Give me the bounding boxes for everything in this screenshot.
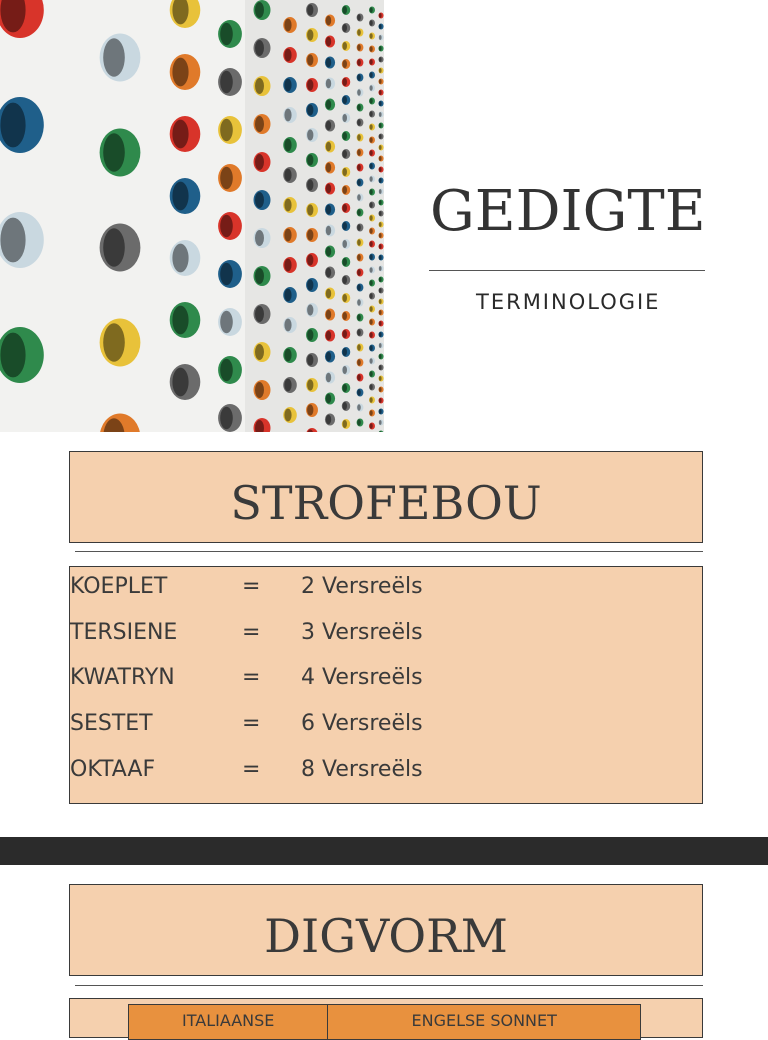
equals-sign: = bbox=[242, 711, 261, 736]
term-row-oktaaf bbox=[70, 759, 704, 805]
slide-separator bbox=[0, 837, 768, 865]
equals-sign: = bbox=[242, 620, 261, 645]
title-divider bbox=[429, 270, 705, 271]
equals-sign: = bbox=[242, 757, 261, 782]
column-header-italiaanse: ITALIAANSE bbox=[129, 1005, 328, 1040]
slide-title: GEDIGTE bbox=[430, 179, 706, 244]
equals-sign: = bbox=[242, 574, 261, 599]
slide-subtitle: TERMINOLOGIE bbox=[476, 290, 661, 314]
term-name: KWATRYN bbox=[70, 665, 175, 690]
column-header-engelse-sonnet: ENGELSE SONNET bbox=[328, 1005, 641, 1040]
term-row-kwatryn bbox=[70, 667, 704, 713]
term-value: 3 Versreëls bbox=[301, 620, 423, 645]
term-row-tersiene bbox=[70, 622, 704, 668]
term-name: SESTET bbox=[70, 711, 153, 736]
cover-photo bbox=[0, 0, 384, 432]
term-value: 8 Versreëls bbox=[301, 757, 423, 782]
digvorm-table bbox=[128, 1004, 641, 1040]
digvorm-heading: DIGVORM bbox=[264, 909, 508, 963]
term-name: TERSIENE bbox=[70, 620, 178, 645]
title-slide bbox=[0, 0, 768, 432]
strofebou-header-panel bbox=[69, 451, 703, 543]
equals-sign: = bbox=[242, 665, 261, 690]
strofebou-divider bbox=[75, 551, 703, 552]
term-value: 2 Versreëls bbox=[301, 574, 423, 599]
digvorm-table-panel bbox=[69, 998, 703, 1038]
term-name: KOEPLET bbox=[70, 574, 168, 599]
digvorm-header-panel bbox=[69, 884, 703, 976]
strofebou-terms-panel bbox=[69, 566, 703, 804]
term-row-koeplet bbox=[70, 576, 704, 622]
term-name: OKTAAF bbox=[70, 757, 156, 782]
digvorm-divider bbox=[75, 985, 703, 986]
term-row-sestet bbox=[70, 713, 704, 759]
table-header-row bbox=[129, 1005, 641, 1040]
strofebou-heading: STROFEBOU bbox=[230, 476, 542, 530]
term-value: 6 Versreëls bbox=[301, 711, 423, 736]
term-value: 4 Versreëls bbox=[301, 665, 423, 690]
